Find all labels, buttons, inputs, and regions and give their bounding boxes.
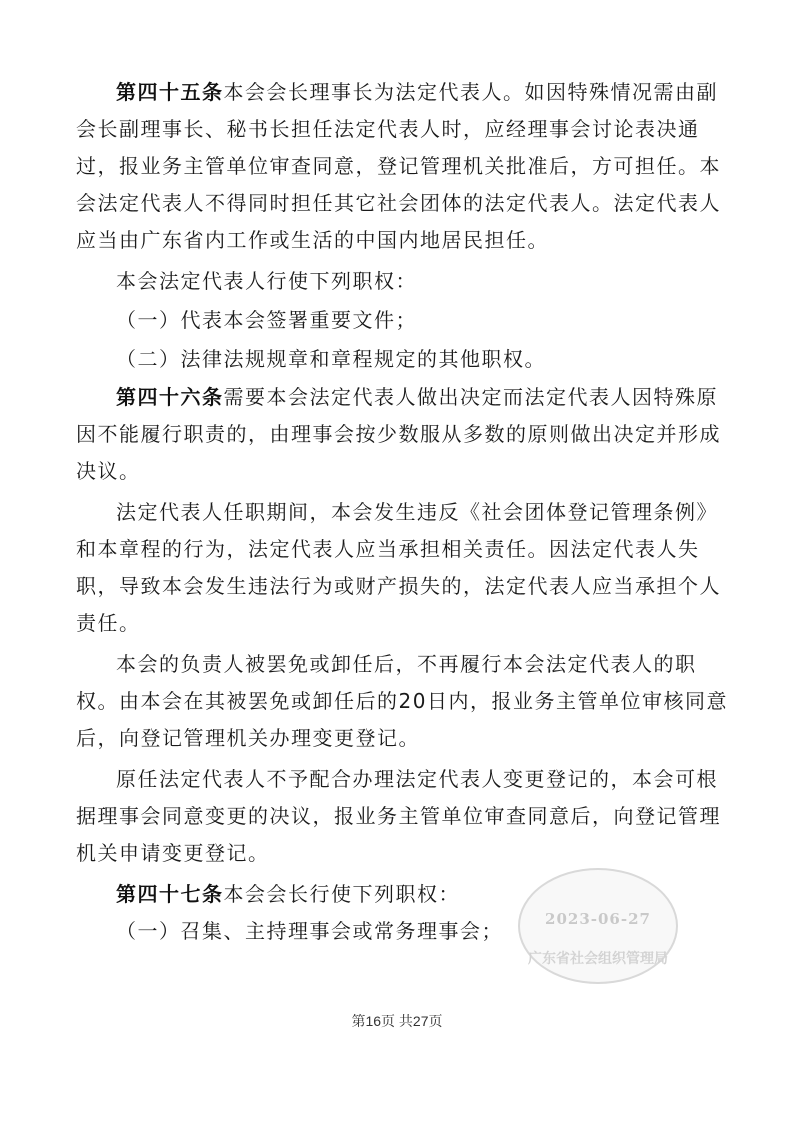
article-46-p2-line-3: 职，导致本会发生违法行为或财产损失的，法定代表人应当承担个人 bbox=[76, 574, 721, 598]
official-stamp-watermark bbox=[518, 868, 678, 984]
article-46-p4-line-1: 原任法定代表人不予配合办理法定代表人变更登记的，本会可根 bbox=[116, 767, 718, 791]
article-47-power-item-1: （一）召集、主持理事会或常务理事会； bbox=[116, 919, 503, 943]
article-46-line-1 bbox=[116, 379, 718, 416]
article-46-line-3: 决议。 bbox=[76, 459, 141, 483]
article-46-p4-line-3: 机关申请变更登记。 bbox=[76, 841, 270, 865]
article-46-text: 需要本会法定代表人做出决定而法定代表人因特殊原 bbox=[223, 385, 718, 409]
article-45-line-3: 过，报业务主管单位审查同意，登记管理机关批准后，方可担任。本 bbox=[76, 154, 721, 178]
stamp-date: 2023-06-27 bbox=[545, 910, 651, 928]
article-46-heading: 第四十六条 bbox=[116, 385, 224, 409]
article-46-p2-line-1: 法定代表人任职期间，本会发生违反《社会团体登记管理条例》 bbox=[116, 500, 718, 524]
article-47-text: 本会会长行使下列职权： bbox=[223, 882, 460, 906]
article-45-text: 本会会长理事长为法定代表人。如因特殊情况需由副 bbox=[223, 80, 718, 104]
article-46-p2-line-2: 和本章程的行为，法定代表人应当承担相关责任。因法定代表人失 bbox=[76, 537, 700, 561]
page-number-footer: 第16页 共27页 bbox=[351, 1013, 443, 1029]
article-46-p3-line-1: 本会的负责人被罢免或卸任后，不再履行本会法定代表人的职 bbox=[116, 652, 697, 676]
article-45-heading: 第四十五条 bbox=[116, 80, 224, 104]
article-45-line-2: 会长副理事长、秘书长担任法定代表人时，应经理事会讨论表决通 bbox=[76, 117, 700, 141]
article-46-line-2: 因不能履行职责的，由理事会按少数服从多数的原则做出决定并形成 bbox=[76, 422, 721, 446]
article-47-line-1 bbox=[116, 876, 460, 913]
powers-intro: 本会法定代表人行使下列职权： bbox=[116, 269, 417, 293]
article-45-line-4: 会法定代表人不得同时担任其它社会团体的法定代表人。法定代表人 bbox=[76, 191, 721, 215]
article-47-heading: 第四十七条 bbox=[116, 882, 224, 906]
article-46-p4-line-2: 据理事会同意变更的决议，报业务主管单位审查同意后，向登记管理 bbox=[76, 804, 721, 828]
stamp-organization: 广东省社会组织管理局 bbox=[528, 951, 668, 967]
article-45-line-1 bbox=[116, 74, 718, 111]
power-item-2: （二）法律法规规章和章程规定的其他职权。 bbox=[116, 347, 546, 371]
article-45-line-5: 应当由广东省内工作或生活的中国内地居民担任。 bbox=[76, 228, 549, 252]
power-item-1: （一）代表本会签署重要文件； bbox=[116, 308, 417, 332]
article-46-p3-line-3: 后，向登记管理机关办理变更登记。 bbox=[76, 726, 420, 750]
article-46-p3-line-2: 权。由本会在其被罢免或卸任后的20日内，报业务主管单位审核同意 bbox=[76, 689, 728, 713]
article-46-p2-line-4: 责任。 bbox=[76, 611, 141, 635]
